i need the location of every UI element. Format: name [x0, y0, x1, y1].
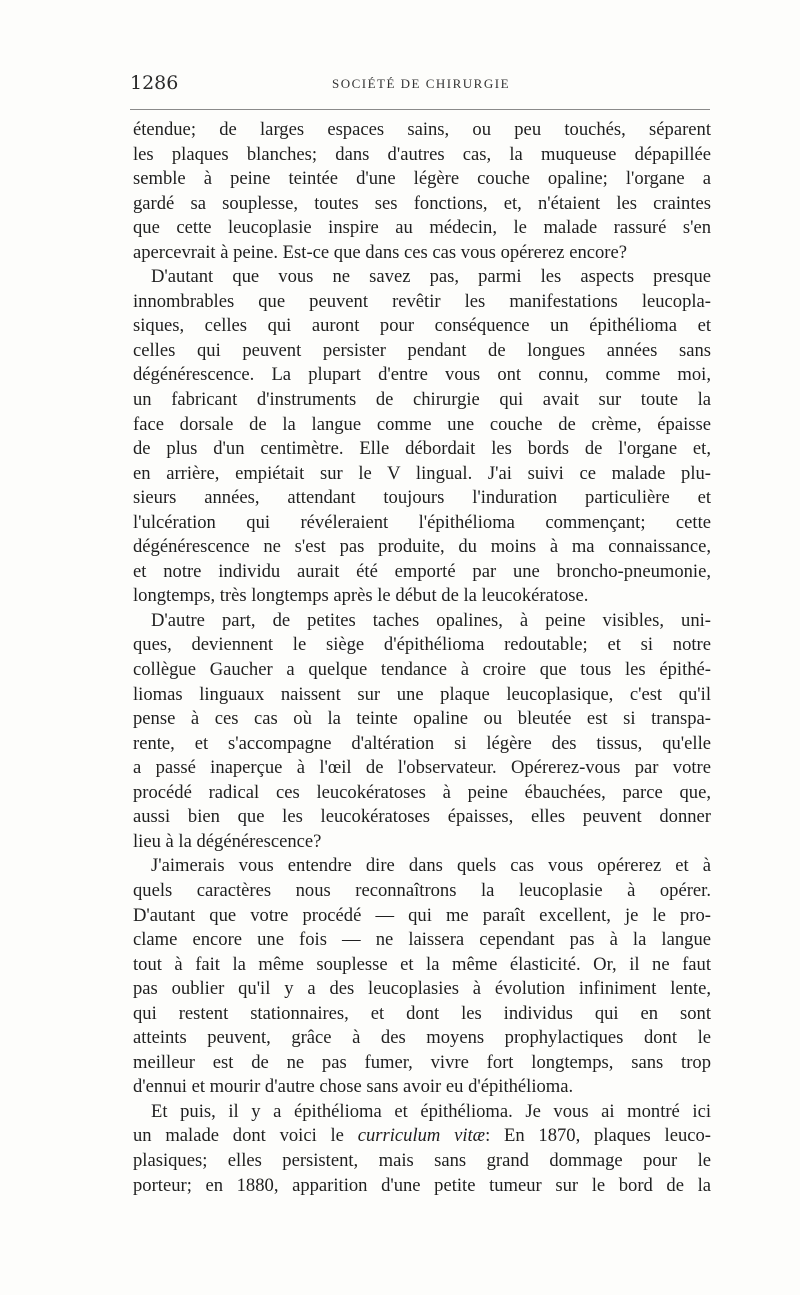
- text-line-content: Et puis, il y a épithélioma et épithélioma. Je vous ai montré ici: [151, 1100, 711, 1122]
- text-line-content: ques, deviennent le siège d'épithélioma redoutable; et si notre: [133, 634, 711, 656]
- text-line: [133, 781, 711, 806]
- text-line-content: siques, celles qui auront pour conséquence un épithélioma et: [133, 315, 711, 337]
- text-line: [133, 118, 711, 143]
- text-line-content: étendue; de larges espaces sains, ou peu touchés, séparent: [133, 119, 711, 140]
- text-line-content: D'autant que votre procédé — qui me paraît excellent, je le pro-: [133, 904, 711, 926]
- text-line-content: meilleur est de ne pas fumer, vivre fort longtemps, sans trop: [133, 1051, 711, 1073]
- text-line-content: apercevrait à peine. Est-ce que dans ces cas vous opérerez encore?: [133, 241, 628, 263]
- text-line-content: un fabricant d'instruments de chirurgie qui avait sur toute la: [133, 389, 711, 411]
- text-line: [133, 830, 711, 855]
- text-line-content: en arrière, empiétait sur le V lingual. J'ai suivi ce malade plu-: [133, 462, 711, 484]
- text-line-content: les plaques blanches; dans d'autres cas, la muqueuse dépapillée: [133, 143, 711, 165]
- text-line-content: longtemps, très longtemps après le début de la leucokératose.: [133, 585, 589, 607]
- text-line: [133, 511, 711, 536]
- text-line-content: procédé radical ces leucokératoses à peine ébauchées, parce que,: [133, 781, 711, 803]
- text-line: [133, 953, 711, 978]
- text-line-content: D'autant que vous ne savez pas, parmi les aspects presque: [151, 266, 711, 288]
- text-line: [133, 535, 711, 560]
- text-line-content: liomas linguaux naissent sur une plaque leucoplasique, c'est qu'il: [133, 683, 711, 705]
- text-segment: un malade dont voici le: [133, 1125, 358, 1147]
- text-line-content: sieurs années, attendant toujours l'induration particulière et: [133, 487, 711, 509]
- text-line-content: et notre individu aurait été emporté par une broncho-pneumonie,: [133, 560, 711, 582]
- running-title: SOCIÉTÉ DE CHIRURGIE: [331, 76, 511, 91]
- text-line-content: aussi bien que les leucokératoses épaisses, elles peuvent donner: [133, 806, 711, 828]
- text-line: [133, 363, 711, 388]
- text-line-content: semble à peine teintée d'une légère couche opaline; l'organe a: [133, 168, 711, 190]
- text-line: [133, 216, 711, 241]
- text-line: [133, 904, 711, 929]
- text-line: [133, 854, 711, 879]
- text-line-content: dégénérescence. La plupart d'entre vous ont connu, comme moi,: [133, 364, 711, 386]
- text-line: [133, 1100, 711, 1125]
- text-line: [133, 1174, 711, 1199]
- header-rule: [130, 109, 710, 110]
- text-line: [133, 879, 711, 904]
- text-line: [133, 388, 711, 413]
- text-line-content: d'ennui et mourir d'autre chose sans avoir eu d'épithélioma.: [133, 1076, 574, 1098]
- text-line-content: lieu à la dégénérescence?: [133, 830, 322, 852]
- text-line: [133, 658, 711, 683]
- text-line-content: quels caractères nous reconnaîtrons la leucoplasie à opérer.: [133, 879, 711, 901]
- text-line-content: pas oublier qu'il y a des leucoplasies à évolution infiniment lente,: [133, 978, 711, 1000]
- text-line-content: innombrables que peuvent revêtir les manifestations leucopla-: [133, 290, 711, 312]
- text-line: [133, 977, 711, 1002]
- text-line-content: clame encore une fois — ne laissera cependant pas à la langue: [133, 929, 711, 951]
- text-line-content: gardé sa souplesse, toutes ses fonctions, et, n'étaient les craintes: [133, 192, 711, 214]
- text-line-content: collègue Gaucher a quelque tendance à croire que tous les épithé-: [133, 659, 711, 681]
- text-line: [133, 1149, 711, 1174]
- text-line: [133, 143, 711, 168]
- text-line-content: tout à fait la même souplesse et la même élasticité. Or, il ne faut: [133, 953, 711, 975]
- text-line: [133, 928, 711, 953]
- text-line: [133, 584, 711, 609]
- text-line: [133, 805, 711, 830]
- text-line-content: J'aimerais vous entendre dire dans quels cas vous opérerez et à: [151, 855, 711, 877]
- text-line: [133, 314, 711, 339]
- text-line: [133, 633, 711, 658]
- text-line-content: D'autre part, de petites taches opalines, à peine visibles, uni-: [151, 609, 711, 631]
- text-line-content: plasiques; elles persistent, mais sans grand dommage pour le: [133, 1149, 711, 1171]
- text-line-content: dégénérescence ne s'est pas produite, du moins à ma connaissance,: [133, 536, 711, 558]
- page-header: [130, 72, 712, 102]
- text-line-content: que cette leucoplasie inspire au médecin, le malade rassuré s'en: [133, 217, 711, 239]
- text-line: [133, 167, 711, 192]
- text-line-content: l'ulcération qui révéleraient l'épithélioma commençant; cette: [133, 511, 711, 533]
- text-line: [133, 192, 711, 217]
- text-line: [133, 462, 711, 487]
- text-line-content: pense à ces cas où la teinte opaline ou bleutée est si transpa-: [133, 708, 711, 730]
- text-line: [133, 1026, 711, 1051]
- text-line-content: a passé inaperçue à l'œil de l'observateur. Opérerez-vous par votre: [133, 757, 711, 779]
- italic-phrase: curriculum vitæ: [357, 1125, 486, 1147]
- text-line-content: face dorsale de la langue comme une couche de crème, épaisse: [133, 413, 711, 435]
- text-line: [133, 241, 711, 266]
- text-line-content: porteur; en 1880, apparition d'une petite tumeur sur le bord de la: [133, 1174, 711, 1196]
- text-line: [133, 265, 711, 290]
- text-line-content: [133, 1124, 711, 1149]
- text-line: [133, 756, 711, 781]
- page-number: 1286: [130, 72, 179, 94]
- text-line: [133, 1124, 711, 1149]
- text-line: [133, 1051, 711, 1076]
- text-line: [133, 486, 711, 511]
- text-line-content: qui restent stationnaires, et dont les individus qui en sont: [133, 1002, 711, 1024]
- text-line: [133, 339, 711, 364]
- text-line: [133, 1075, 711, 1100]
- text-segment: : En 1870, plaques leuco-: [485, 1125, 711, 1147]
- text-line: [133, 732, 711, 757]
- text-line-content: rente, et s'accompagne d'altération si légère des tissus, qu'elle: [133, 732, 711, 754]
- text-line: [133, 437, 711, 462]
- text-line: [133, 413, 711, 438]
- text-line-content: de plus d'un centimètre. Elle débordait les bords de l'organe et,: [133, 438, 711, 460]
- text-line-content: atteints peuvent, grâce à des moyens prophylactiques dont le: [133, 1027, 711, 1049]
- text-line: [133, 290, 711, 315]
- text-line: [133, 1002, 711, 1027]
- text-line-content: celles qui peuvent persister pendant de longues années sans: [133, 339, 711, 361]
- text-line: [133, 560, 711, 585]
- body-text: [133, 118, 711, 1198]
- text-line: [133, 609, 711, 634]
- text-line: [133, 683, 711, 708]
- text-line: [133, 707, 711, 732]
